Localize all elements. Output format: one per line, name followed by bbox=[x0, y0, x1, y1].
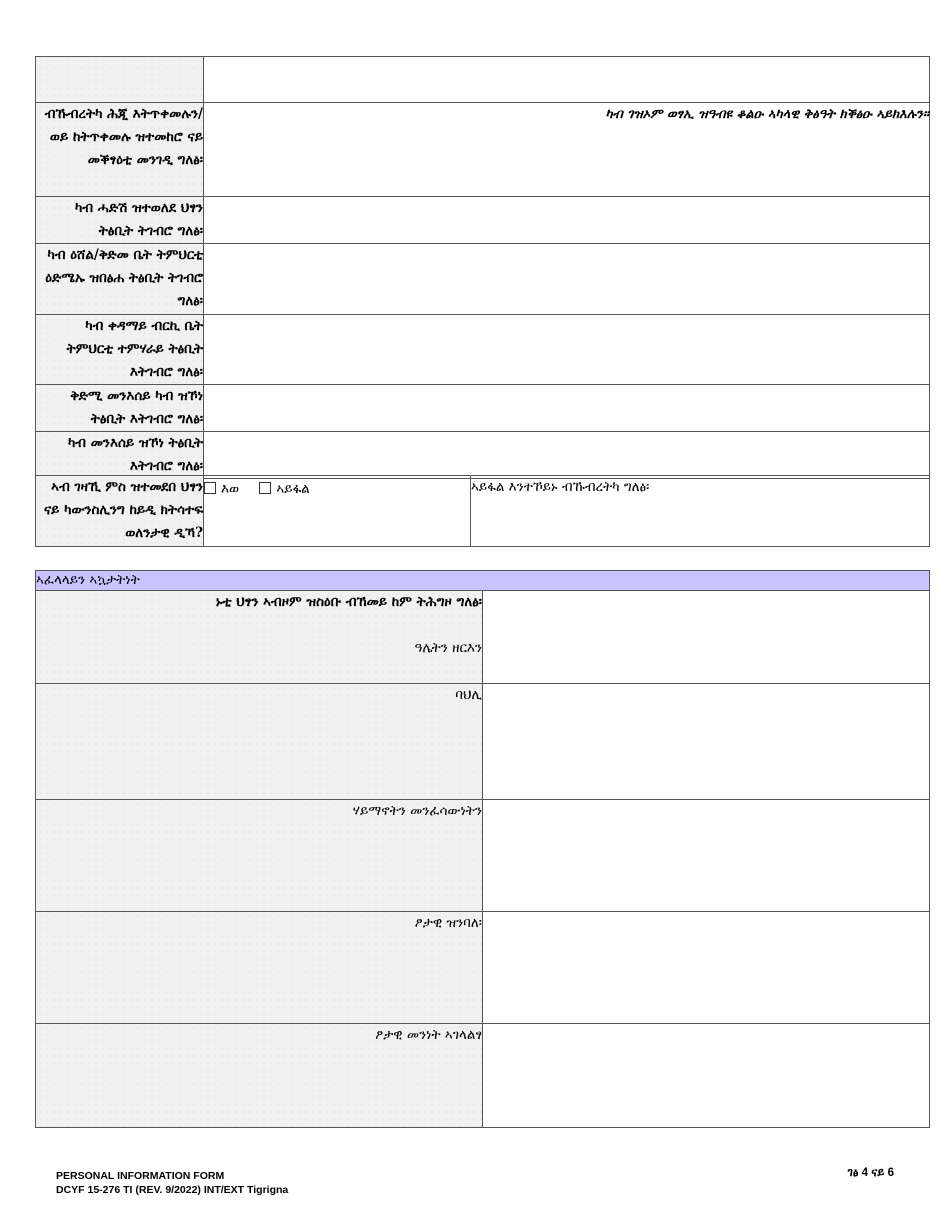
preschool-expectation-field[interactable] bbox=[204, 244, 930, 315]
newborn-expectation-field[interactable] bbox=[204, 197, 930, 244]
race-ethnicity-text: ዓሌትን ዘርእን bbox=[414, 640, 482, 656]
gender-identity-field[interactable] bbox=[483, 1024, 930, 1128]
sexual-orientation-label: ፆታዊ ዝንባለ፡ bbox=[36, 912, 483, 1024]
religion-field[interactable] bbox=[483, 800, 930, 912]
counseling-explain-field[interactable] bbox=[471, 476, 930, 547]
race-ethnicity-field[interactable] bbox=[483, 591, 930, 684]
preteen-expectation-label: ቅድሚ መንእሰይ ካብ ዝኾነ ትፅቢት እትገብሮ ግለፅ፡ bbox=[36, 385, 204, 432]
counseling-options bbox=[204, 476, 471, 547]
discipline-method-label: ብኹብረትካ ሕጂ እትጥቀመሉን/ወይ ከትጥቀመሉ ዝተመከሮ ናይ መቕፃዕቲ መንገዲ ግለፅ፡ bbox=[36, 103, 204, 197]
preferences-section-title: ኣፈላላይን ኣኳታትነት bbox=[36, 571, 930, 591]
counseling-explain-label: ኣይፋል እንተኾይኑ ብኹብረትካ ግለፅ፡ bbox=[471, 479, 650, 495]
counseling-label: ኣብ ገዛኺ ምስ ዝተመደበ ህፃን ናይ ካውንስሊንግ ከይዲ ክትሳተፍ ወለንታዊ ዲኻ? bbox=[36, 476, 204, 547]
preschool-expectation-label: ካብ ዕሸል/ቅድመ ቤት ትምህርቲ ዕድሜኡ ዝበፅሐ ትፅቢት ትገብሮ ግለፅ፡ bbox=[36, 244, 204, 315]
teen-expectation-field[interactable] bbox=[204, 432, 930, 479]
no-option[interactable]: ኣይፋል bbox=[259, 481, 309, 497]
personal-info-table bbox=[35, 56, 930, 479]
yes-option[interactable]: እወ bbox=[204, 481, 239, 497]
form-id: DCYF 15-276 TI (REV. 9/2022) INT/EXT Tigrigna bbox=[56, 1184, 289, 1196]
religion-label: ሃይማኖትን መንፈሳውነትን bbox=[36, 800, 483, 912]
blank-value-field[interactable] bbox=[204, 57, 930, 103]
teen-expectation-label: ካብ መንእሰይ ዝኾነ ትፅቢት እትገብሮ ግለፅ፡ bbox=[36, 432, 204, 479]
blank-label-cell bbox=[36, 57, 204, 103]
elementary-expectation-field[interactable] bbox=[204, 315, 930, 385]
race-ethnicity-label bbox=[36, 591, 483, 684]
support-instructions: ኑቲ ህፃን ኣብዞም ዝስዕቡ ብኸመይ ከም ትሕግዞ ግለፅ፡ bbox=[215, 594, 482, 610]
newborn-expectation-label: ካብ ሓድሽ ዝተወለደ ህፃን ትፅቢት ትገብሮ ግለፅ፡ bbox=[36, 197, 204, 244]
sexual-orientation-field[interactable] bbox=[483, 912, 930, 1024]
culture-label: ባህሊ bbox=[36, 684, 483, 800]
discipline-note: ካብ ገዝኦም ወፃኢ ዝዓብዩ ቆልዑ ኣካላዊ ቅፅዓት ክቕፅዑ ኣይክእሉን፡፡ bbox=[605, 107, 929, 122]
preferences-table bbox=[35, 570, 930, 1128]
form-footer bbox=[56, 1169, 288, 1197]
counseling-table bbox=[35, 475, 930, 547]
culture-field[interactable] bbox=[483, 684, 930, 800]
elementary-expectation-label: ካብ ቀዳማይ ብርኪ ቤት ትምህርቲ ተምሃራይ ትፅቢት እትገብሮ ግለፅ፡ bbox=[36, 315, 204, 385]
no-checkbox[interactable] bbox=[259, 482, 271, 494]
form-name: PERSONAL INFORMATION FORM bbox=[56, 1170, 225, 1182]
discipline-method-field[interactable] bbox=[204, 103, 930, 197]
yes-checkbox[interactable] bbox=[204, 482, 216, 494]
page-number: ገፅ 4 ናይ 6 bbox=[847, 1167, 894, 1179]
preteen-expectation-field[interactable] bbox=[204, 385, 930, 432]
gender-identity-label: ፆታዊ መንነት ኣገላልፃ bbox=[36, 1024, 483, 1128]
